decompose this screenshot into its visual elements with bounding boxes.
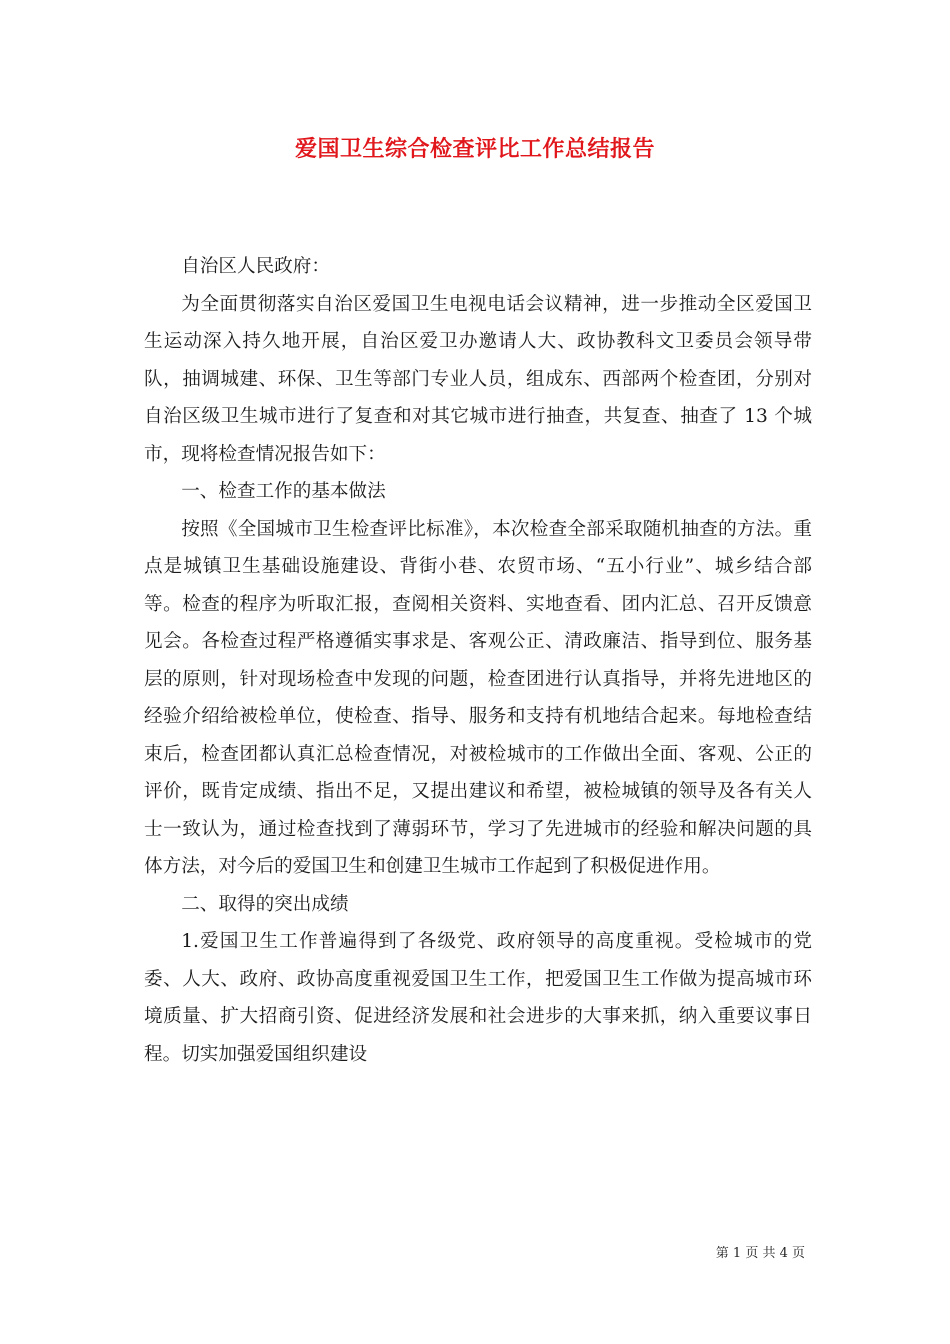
document-title: 爱国卫生综合检查评比工作总结报告 xyxy=(294,136,655,162)
paragraph-section-2-item-1: 1.爱国卫生工作普遍得到了各级党、政府领导的高度重视。受检城市的党委、人大、政府、政协高度重视爱国卫生工作，把爱国卫生工作做为提高城市环境质量、扩大招商引资、促进经济发展和社会进步的大事来抓，纳入重要议事日程。切实加强爱国组织建设 xyxy=(144,931,812,1065)
page-number: 第 1 页 共 4 页 xyxy=(715,1246,805,1261)
salutation: 自治区人民政府： xyxy=(181,256,330,277)
document-body xyxy=(144,248,812,1073)
section-heading-2: 二、取得的突出成绩 xyxy=(181,893,349,915)
paragraph-intro: 为全面贯彻落实自治区爱国卫生电视电话会议精神，进一步推动全区爱国卫生运动深入持久地开展，自治区爱卫办邀请人大、政协教科文卫委员会领导带队，抽调城建、环保、卫生等部门专业人员，组成东、西部两个检查团，分别对自治区级卫生城市进行了复查和对其它城市进行抽查，共复查、抽查了 13 个城市，现将检查情况报告如下： xyxy=(144,293,812,465)
paragraph-section-1: 按照《全国城市卫生检查评比标准》，本次检查全部采取随机抽查的方法。重点是城镇卫生基础设施建设、背街小巷、农贸市场、“五小行业”、城乡结合部等。检查的程序为听取汇报，查阅相关资料、实地查看、团内汇总、召开反馈意见会。各检查过程严格遵循实事求是、客观公正、清政廉洁、指导到位、服务基层的原则，针对现场检查中发现的问题，检查团进行认真指导，并将先进地区的经验介绍给被检单位，使检查、指导、服务和支持有机地结合起来。每地检查结束后，检查团都认真汇总检查情况，对被检城市的工作做出全面、客观、公正的评价，既肯定成绩、指出不足，又提出建议和希望，被检城镇的领导及各有关人士一致认为，通过检查找到了薄弱环节，学习了先进城市的经验和解决问题的具体方法，对今后的爱国卫生和创建卫生城市工作起到了积极促进作用。 xyxy=(144,518,812,877)
section-heading-1: 一、检查工作的基本做法 xyxy=(181,481,386,502)
